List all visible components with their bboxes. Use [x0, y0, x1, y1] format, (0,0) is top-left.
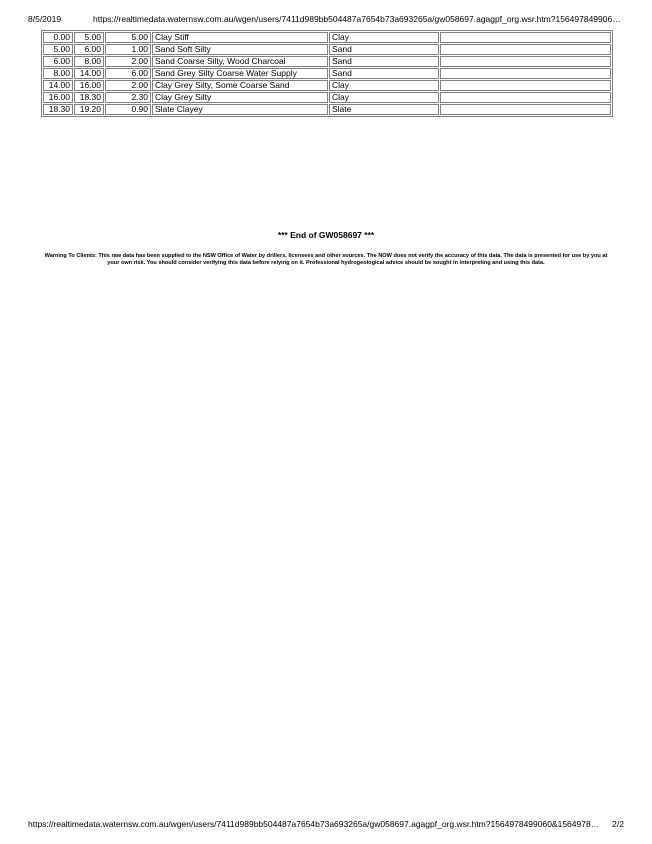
thickness-cell: 0.90 [105, 104, 151, 115]
to-depth-cell: 19.20 [74, 104, 104, 115]
description-cell: Sand Grey Silty Coarse Water Supply [152, 68, 328, 79]
comments-cell [440, 32, 611, 43]
geo-material-cell: Clay [329, 80, 439, 91]
drillers-log-body [43, 32, 611, 115]
from-depth-cell: 18.30 [43, 104, 73, 115]
to-depth-cell: 5.00 [74, 32, 104, 43]
warning-to-clients-notice: Warning To Clients: This raw data has been supplied to the NSW Office of Water by drillers, licensees and other sources. The NOW does not verify the accuracy of this data. The data is presented for use by you at your own risk. You should consider verifying this data before relying on it. Professional hydrogeological advice should be sought in interpreting and using this data. [44, 253, 608, 266]
description-cell: Clay Grey Silty, Some Coarse Sand [152, 80, 328, 91]
to-depth-cell: 8.00 [74, 56, 104, 67]
thickness-cell: 5.00 [105, 32, 151, 43]
table-row [43, 32, 611, 43]
thickness-cell: 6.00 [105, 68, 151, 79]
to-depth-cell: 14.00 [74, 68, 104, 79]
geo-material-cell: Sand [329, 68, 439, 79]
table-row [43, 68, 611, 79]
print-date: 8/5/2019 [28, 14, 62, 24]
comments-cell [440, 44, 611, 55]
geo-material-cell: Clay [329, 92, 439, 103]
table-row [43, 44, 611, 55]
description-cell: Slate Clayey [152, 104, 328, 115]
to-depth-cell: 18.30 [74, 92, 104, 103]
comments-cell [440, 56, 611, 67]
from-depth-cell: 0.00 [43, 32, 73, 43]
description-cell: Sand Soft Silty [152, 44, 328, 55]
to-depth-cell: 6.00 [74, 44, 104, 55]
geo-material-cell: Sand [329, 56, 439, 67]
comments-cell [440, 92, 611, 103]
geo-material-cell: Clay [329, 32, 439, 43]
from-depth-cell: 6.00 [43, 56, 73, 67]
table-row [43, 80, 611, 91]
thickness-cell: 1.00 [105, 44, 151, 55]
table-row [43, 104, 611, 115]
thickness-cell: 2.30 [105, 92, 151, 103]
footer-url: https://realtimedata.waternsw.com.au/wgen/users/7411d989bb504487a7654b73a693265a/gw058697.agagpf_org.wsr.htm?1564978499060&1564978… [28, 819, 600, 829]
geo-material-cell: Sand [329, 44, 439, 55]
end-of-report-title: *** End of GW058697 *** [277, 230, 375, 240]
thickness-cell: 2.00 [105, 56, 151, 67]
page-number: 2/2 [612, 819, 624, 829]
table-row [43, 56, 611, 67]
comments-cell [440, 80, 611, 91]
thickness-cell: 2.00 [105, 80, 151, 91]
to-depth-cell: 16.00 [74, 80, 104, 91]
description-cell: Clay Grey Silty [152, 92, 328, 103]
header-url: https://realtimedata.waternsw.com.au/wgen/users/7411d989bb504487a7654b73a693265a/gw058697.agagpf_org.wsr.htm?156497849906… [93, 14, 621, 24]
description-cell: Clay Stiff [152, 32, 328, 43]
table-row [43, 92, 611, 103]
from-depth-cell: 16.00 [43, 92, 73, 103]
drillers-log-table [41, 30, 613, 117]
from-depth-cell: 14.00 [43, 80, 73, 91]
geo-material-cell: Slate [329, 104, 439, 115]
comments-cell [440, 68, 611, 79]
comments-cell [440, 104, 611, 115]
description-cell: Sand Coarse Silty, Wood Charcoal [152, 56, 328, 67]
from-depth-cell: 5.00 [43, 44, 73, 55]
from-depth-cell: 8.00 [43, 68, 73, 79]
